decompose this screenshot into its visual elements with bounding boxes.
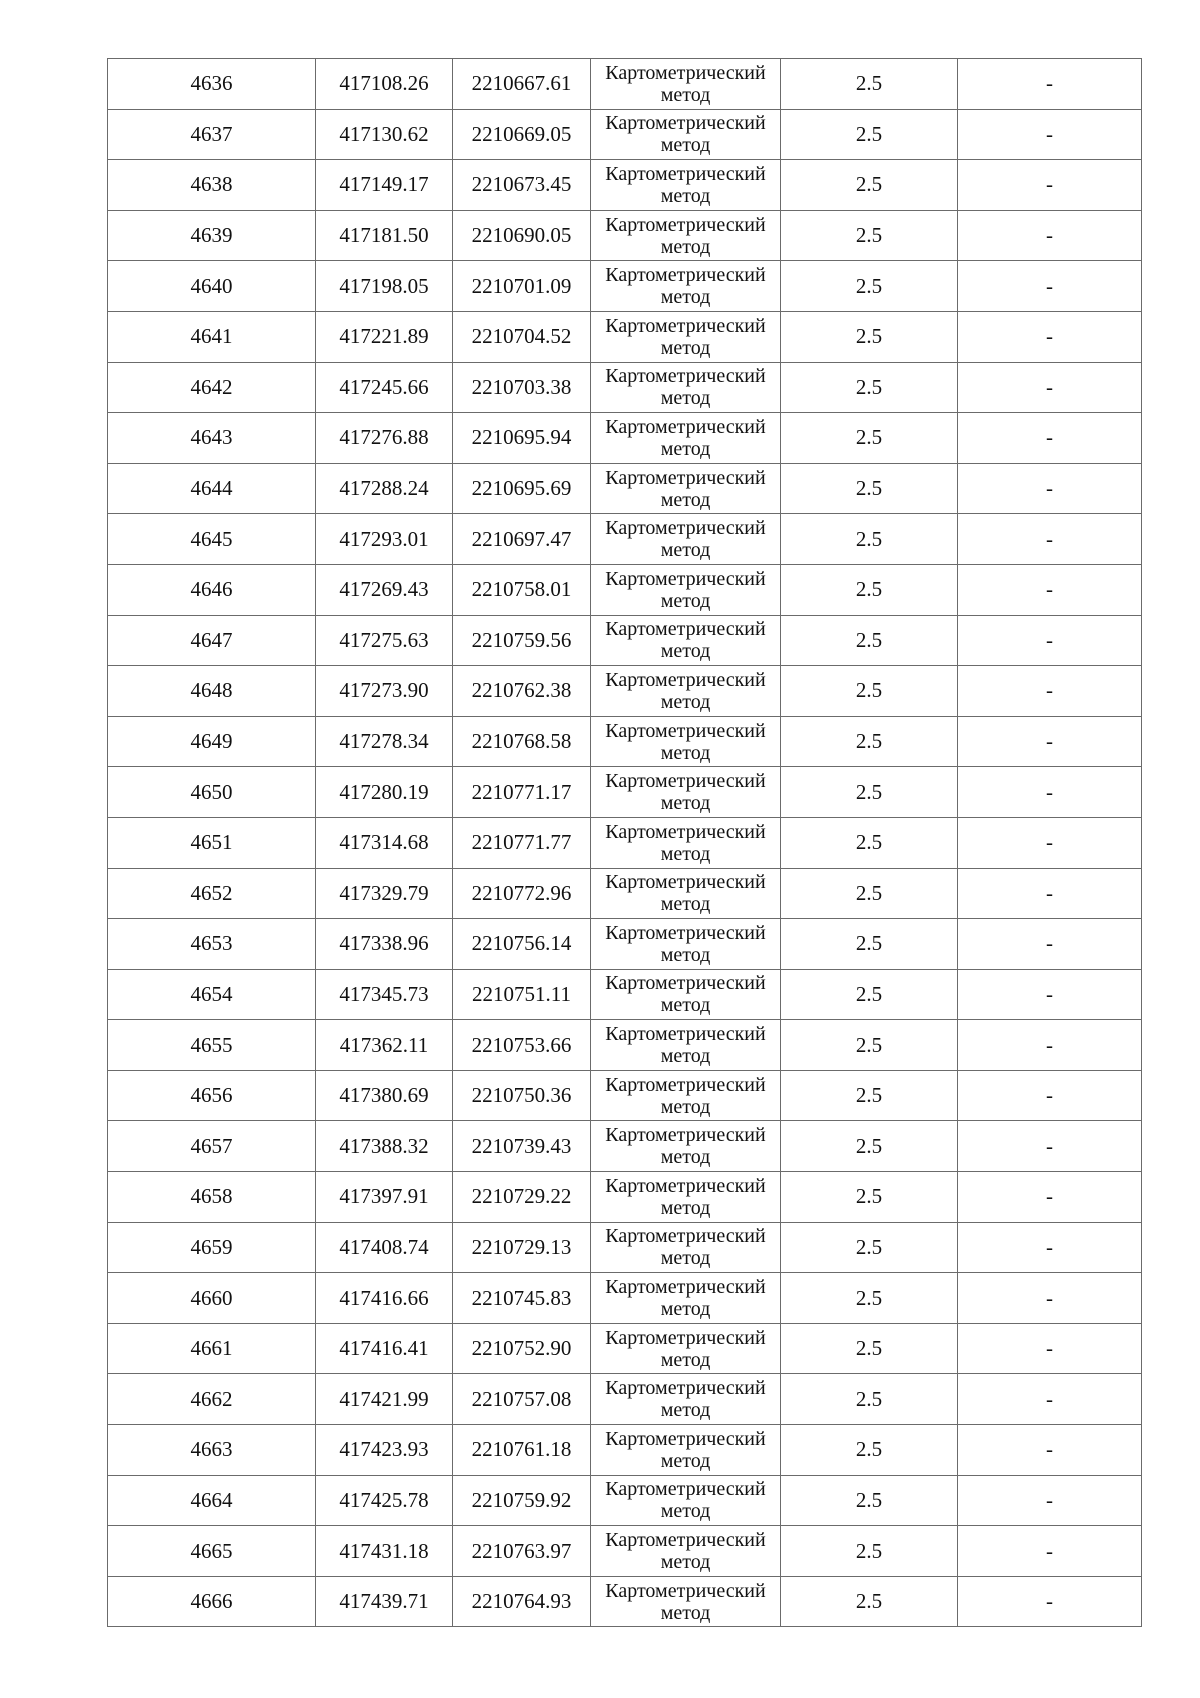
table-row [108, 615, 1142, 666]
point-number-cell: 4639 [108, 210, 316, 261]
x-coordinate-cell: 417280.19 [316, 767, 453, 818]
table-row [108, 1323, 1142, 1374]
method-line-2: метод [660, 1196, 711, 1219]
method-line-1: Картометрический [605, 466, 766, 489]
y-coordinate-cell: 2210667.61 [453, 59, 591, 110]
x-coordinate-cell: 417431.18 [316, 1526, 453, 1577]
table-row [108, 1273, 1142, 1324]
x-coordinate-cell: 417293.01 [316, 514, 453, 565]
y-coordinate-cell: 2210729.13 [453, 1222, 591, 1273]
point-number-cell: 4661 [108, 1323, 316, 1374]
note-cell: - [958, 817, 1142, 868]
note-cell: - [958, 615, 1142, 666]
y-coordinate-cell: 2210703.38 [453, 362, 591, 413]
point-number-cell: 4664 [108, 1475, 316, 1526]
accuracy-cell: 2.5 [781, 1576, 958, 1627]
note-cell: - [958, 514, 1142, 565]
accuracy-cell: 2.5 [781, 969, 958, 1020]
method-cell [591, 1576, 781, 1627]
method-line-2: метод [660, 83, 711, 106]
y-coordinate-cell: 2210753.66 [453, 1020, 591, 1071]
x-coordinate-cell: 417380.69 [316, 1070, 453, 1121]
method-cell [591, 1425, 781, 1476]
method-line-2: метод [660, 589, 711, 612]
point-number-cell: 4658 [108, 1172, 316, 1223]
x-coordinate-cell: 417439.71 [316, 1576, 453, 1627]
table-row [108, 1020, 1142, 1071]
x-coordinate-cell: 417362.11 [316, 1020, 453, 1071]
method-line-1: Картометрический [605, 1427, 766, 1450]
method-cell [591, 1273, 781, 1324]
method-line-2: метод [660, 1399, 711, 1422]
method-line-2: метод [660, 184, 711, 207]
point-number-cell: 4645 [108, 514, 316, 565]
coordinates-table-body [108, 59, 1142, 1627]
point-number-cell: 4660 [108, 1273, 316, 1324]
note-cell: - [958, 160, 1142, 211]
method-cell [591, 261, 781, 312]
method-line-1: Картометрический [605, 820, 766, 843]
method-cell [591, 716, 781, 767]
note-cell: - [958, 868, 1142, 919]
point-number-cell: 4651 [108, 817, 316, 868]
note-cell: - [958, 463, 1142, 514]
table-row [108, 1070, 1142, 1121]
note-cell: - [958, 1425, 1142, 1476]
note-cell: - [958, 1576, 1142, 1627]
method-line-1: Картометрический [605, 517, 766, 540]
table-row [108, 1425, 1142, 1476]
table-row [108, 1374, 1142, 1425]
y-coordinate-cell: 2210690.05 [453, 210, 591, 261]
point-number-cell: 4643 [108, 413, 316, 464]
table-row [108, 868, 1142, 919]
point-number-cell: 4646 [108, 564, 316, 615]
x-coordinate-cell: 417329.79 [316, 868, 453, 919]
y-coordinate-cell: 2210764.93 [453, 1576, 591, 1627]
accuracy-cell: 2.5 [781, 615, 958, 666]
table-row [108, 1475, 1142, 1526]
method-cell [591, 1526, 781, 1577]
x-coordinate-cell: 417416.41 [316, 1323, 453, 1374]
method-line-2: метод [660, 690, 711, 713]
method-cell [591, 1475, 781, 1526]
method-line-2: метод [660, 741, 711, 764]
accuracy-cell: 2.5 [781, 160, 958, 211]
note-cell: - [958, 716, 1142, 767]
accuracy-cell: 2.5 [781, 1273, 958, 1324]
method-line-2: метод [660, 792, 711, 815]
method-line-2: метод [660, 893, 711, 916]
method-line-1: Картометрический [605, 770, 766, 793]
table-row [108, 1526, 1142, 1577]
method-line-2: метод [660, 1449, 711, 1472]
table-row [108, 210, 1142, 261]
method-line-2: метод [660, 134, 711, 157]
y-coordinate-cell: 2210695.94 [453, 413, 591, 464]
accuracy-cell: 2.5 [781, 716, 958, 767]
method-line-1: Картометрический [605, 365, 766, 388]
point-number-cell: 4644 [108, 463, 316, 514]
point-number-cell: 4662 [108, 1374, 316, 1425]
point-number-cell: 4656 [108, 1070, 316, 1121]
method-cell [591, 817, 781, 868]
note-cell: - [958, 413, 1142, 464]
accuracy-cell: 2.5 [781, 1222, 958, 1273]
y-coordinate-cell: 2210768.58 [453, 716, 591, 767]
y-coordinate-cell: 2210772.96 [453, 868, 591, 919]
table-row [108, 1121, 1142, 1172]
method-line-1: Картометрический [605, 668, 766, 691]
x-coordinate-cell: 417276.88 [316, 413, 453, 464]
x-coordinate-cell: 417388.32 [316, 1121, 453, 1172]
y-coordinate-cell: 2210757.08 [453, 1374, 591, 1425]
accuracy-cell: 2.5 [781, 1172, 958, 1223]
table-row [108, 413, 1142, 464]
method-line-2: метод [660, 640, 711, 663]
note-cell: - [958, 59, 1142, 110]
accuracy-cell: 2.5 [781, 210, 958, 261]
point-number-cell: 4641 [108, 311, 316, 362]
note-cell: - [958, 767, 1142, 818]
point-number-cell: 4659 [108, 1222, 316, 1273]
method-line-2: метод [660, 994, 711, 1017]
note-cell: - [958, 1172, 1142, 1223]
accuracy-cell: 2.5 [781, 1526, 958, 1577]
method-line-2: метод [660, 1146, 711, 1169]
point-number-cell: 4648 [108, 666, 316, 717]
x-coordinate-cell: 417181.50 [316, 210, 453, 261]
y-coordinate-cell: 2210695.69 [453, 463, 591, 514]
method-line-1: Картометрический [605, 1225, 766, 1248]
note-cell: - [958, 564, 1142, 615]
method-cell [591, 564, 781, 615]
x-coordinate-cell: 417345.73 [316, 969, 453, 1020]
y-coordinate-cell: 2210701.09 [453, 261, 591, 312]
x-coordinate-cell: 417278.34 [316, 716, 453, 767]
note-cell: - [958, 1121, 1142, 1172]
method-line-1: Картометрический [605, 1529, 766, 1552]
y-coordinate-cell: 2210729.22 [453, 1172, 591, 1223]
method-cell [591, 969, 781, 1020]
method-line-1: Картометрический [605, 1174, 766, 1197]
table-row [108, 160, 1142, 211]
accuracy-cell: 2.5 [781, 514, 958, 565]
point-number-cell: 4653 [108, 919, 316, 970]
accuracy-cell: 2.5 [781, 413, 958, 464]
y-coordinate-cell: 2210759.92 [453, 1475, 591, 1526]
method-line-2: метод [660, 539, 711, 562]
y-coordinate-cell: 2210673.45 [453, 160, 591, 211]
table-row [108, 817, 1142, 868]
x-coordinate-cell: 417421.99 [316, 1374, 453, 1425]
method-line-1: Картометрический [605, 972, 766, 995]
method-line-2: метод [660, 1500, 711, 1523]
method-line-1: Картометрический [605, 112, 766, 135]
accuracy-cell: 2.5 [781, 868, 958, 919]
y-coordinate-cell: 2210759.56 [453, 615, 591, 666]
coordinates-table [107, 58, 1142, 1627]
note-cell: - [958, 919, 1142, 970]
accuracy-cell: 2.5 [781, 1121, 958, 1172]
x-coordinate-cell: 417130.62 [316, 109, 453, 160]
accuracy-cell: 2.5 [781, 1323, 958, 1374]
table-row [108, 716, 1142, 767]
accuracy-cell: 2.5 [781, 362, 958, 413]
method-cell [591, 109, 781, 160]
y-coordinate-cell: 2210763.97 [453, 1526, 591, 1577]
method-line-1: Картометрический [605, 1023, 766, 1046]
point-number-cell: 4636 [108, 59, 316, 110]
point-number-cell: 4640 [108, 261, 316, 312]
method-line-1: Картометрический [605, 1326, 766, 1349]
x-coordinate-cell: 417198.05 [316, 261, 453, 312]
y-coordinate-cell: 2210771.17 [453, 767, 591, 818]
method-line-2: метод [660, 336, 711, 359]
point-number-cell: 4649 [108, 716, 316, 767]
table-row [108, 362, 1142, 413]
accuracy-cell: 2.5 [781, 919, 958, 970]
method-line-2: метод [660, 286, 711, 309]
note-cell: - [958, 1020, 1142, 1071]
method-line-1: Картометрический [605, 921, 766, 944]
method-cell [591, 311, 781, 362]
accuracy-cell: 2.5 [781, 1475, 958, 1526]
note-cell: - [958, 1374, 1142, 1425]
method-cell [591, 59, 781, 110]
method-line-1: Картометрический [605, 264, 766, 287]
note-cell: - [958, 1070, 1142, 1121]
method-line-2: метод [660, 1298, 711, 1321]
accuracy-cell: 2.5 [781, 817, 958, 868]
table-row [108, 261, 1142, 312]
y-coordinate-cell: 2210669.05 [453, 109, 591, 160]
note-cell: - [958, 1222, 1142, 1273]
table-row [108, 463, 1142, 514]
accuracy-cell: 2.5 [781, 767, 958, 818]
note-cell: - [958, 969, 1142, 1020]
y-coordinate-cell: 2210751.11 [453, 969, 591, 1020]
method-line-1: Картометрический [605, 314, 766, 337]
y-coordinate-cell: 2210752.90 [453, 1323, 591, 1374]
method-line-1: Картометрический [605, 871, 766, 894]
accuracy-cell: 2.5 [781, 1020, 958, 1071]
method-cell [591, 362, 781, 413]
method-line-2: метод [660, 1551, 711, 1574]
method-cell [591, 1121, 781, 1172]
x-coordinate-cell: 417221.89 [316, 311, 453, 362]
table-row [108, 666, 1142, 717]
point-number-cell: 4647 [108, 615, 316, 666]
method-cell [591, 615, 781, 666]
method-line-2: метод [660, 1045, 711, 1068]
note-cell: - [958, 109, 1142, 160]
method-cell [591, 413, 781, 464]
y-coordinate-cell: 2210750.36 [453, 1070, 591, 1121]
x-coordinate-cell: 417273.90 [316, 666, 453, 717]
accuracy-cell: 2.5 [781, 1425, 958, 1476]
x-coordinate-cell: 417423.93 [316, 1425, 453, 1476]
method-cell [591, 514, 781, 565]
table-row [108, 767, 1142, 818]
method-line-2: метод [660, 488, 711, 511]
y-coordinate-cell: 2210761.18 [453, 1425, 591, 1476]
method-line-2: метод [660, 1348, 711, 1371]
accuracy-cell: 2.5 [781, 463, 958, 514]
note-cell: - [958, 311, 1142, 362]
x-coordinate-cell: 417149.17 [316, 160, 453, 211]
method-cell [591, 160, 781, 211]
x-coordinate-cell: 417338.96 [316, 919, 453, 970]
method-cell [591, 210, 781, 261]
table-row [108, 514, 1142, 565]
method-cell [591, 1374, 781, 1425]
table-row [108, 109, 1142, 160]
method-line-2: метод [660, 437, 711, 460]
table-row [108, 1222, 1142, 1273]
method-cell [591, 1020, 781, 1071]
note-cell: - [958, 210, 1142, 261]
method-line-1: Картометрический [605, 719, 766, 742]
note-cell: - [958, 666, 1142, 717]
table-row [108, 564, 1142, 615]
x-coordinate-cell: 417108.26 [316, 59, 453, 110]
x-coordinate-cell: 417408.74 [316, 1222, 453, 1273]
point-number-cell: 4637 [108, 109, 316, 160]
method-line-1: Картометрический [605, 415, 766, 438]
note-cell: - [958, 362, 1142, 413]
x-coordinate-cell: 417275.63 [316, 615, 453, 666]
point-number-cell: 4663 [108, 1425, 316, 1476]
method-cell [591, 767, 781, 818]
method-line-2: метод [660, 943, 711, 966]
method-cell [591, 1222, 781, 1273]
y-coordinate-cell: 2210704.52 [453, 311, 591, 362]
method-line-1: Картометрический [605, 1377, 766, 1400]
point-number-cell: 4654 [108, 969, 316, 1020]
point-number-cell: 4657 [108, 1121, 316, 1172]
method-line-1: Картометрический [605, 213, 766, 236]
method-line-1: Картометрический [605, 567, 766, 590]
method-line-1: Картометрический [605, 1579, 766, 1602]
note-cell: - [958, 1526, 1142, 1577]
x-coordinate-cell: 417288.24 [316, 463, 453, 514]
method-cell [591, 1323, 781, 1374]
table-row [108, 311, 1142, 362]
method-line-1: Картометрический [605, 1276, 766, 1299]
point-number-cell: 4655 [108, 1020, 316, 1071]
x-coordinate-cell: 417245.66 [316, 362, 453, 413]
x-coordinate-cell: 417397.91 [316, 1172, 453, 1223]
accuracy-cell: 2.5 [781, 564, 958, 615]
table-row [108, 59, 1142, 110]
x-coordinate-cell: 417269.43 [316, 564, 453, 615]
note-cell: - [958, 261, 1142, 312]
method-line-1: Картометрический [605, 1124, 766, 1147]
method-line-2: метод [660, 387, 711, 410]
method-line-1: Картометрический [605, 1478, 766, 1501]
y-coordinate-cell: 2210771.77 [453, 817, 591, 868]
table-row [108, 919, 1142, 970]
accuracy-cell: 2.5 [781, 261, 958, 312]
method-line-2: метод [660, 1247, 711, 1270]
point-number-cell: 4650 [108, 767, 316, 818]
method-cell [591, 463, 781, 514]
x-coordinate-cell: 417425.78 [316, 1475, 453, 1526]
point-number-cell: 4666 [108, 1576, 316, 1627]
accuracy-cell: 2.5 [781, 1070, 958, 1121]
method-line-2: метод [660, 842, 711, 865]
point-number-cell: 4652 [108, 868, 316, 919]
y-coordinate-cell: 2210697.47 [453, 514, 591, 565]
point-number-cell: 4665 [108, 1526, 316, 1577]
table-row [108, 969, 1142, 1020]
method-cell [591, 1172, 781, 1223]
method-cell [591, 919, 781, 970]
method-cell [591, 1070, 781, 1121]
y-coordinate-cell: 2210756.14 [453, 919, 591, 970]
y-coordinate-cell: 2210758.01 [453, 564, 591, 615]
note-cell: - [958, 1273, 1142, 1324]
table-row [108, 1576, 1142, 1627]
point-number-cell: 4638 [108, 160, 316, 211]
x-coordinate-cell: 417314.68 [316, 817, 453, 868]
table-row [108, 1172, 1142, 1223]
note-cell: - [958, 1475, 1142, 1526]
accuracy-cell: 2.5 [781, 311, 958, 362]
accuracy-cell: 2.5 [781, 109, 958, 160]
note-cell: - [958, 1323, 1142, 1374]
method-line-2: метод [660, 1095, 711, 1118]
accuracy-cell: 2.5 [781, 666, 958, 717]
method-line-2: метод [660, 235, 711, 258]
y-coordinate-cell: 2210745.83 [453, 1273, 591, 1324]
method-line-2: метод [660, 1601, 711, 1624]
method-line-1: Картометрический [605, 162, 766, 185]
method-cell [591, 868, 781, 919]
point-number-cell: 4642 [108, 362, 316, 413]
method-line-1: Картометрический [605, 1073, 766, 1096]
accuracy-cell: 2.5 [781, 59, 958, 110]
method-line-1: Картометрический [605, 618, 766, 641]
accuracy-cell: 2.5 [781, 1374, 958, 1425]
y-coordinate-cell: 2210762.38 [453, 666, 591, 717]
method-line-1: Картометрический [605, 61, 766, 84]
x-coordinate-cell: 417416.66 [316, 1273, 453, 1324]
y-coordinate-cell: 2210739.43 [453, 1121, 591, 1172]
method-cell [591, 666, 781, 717]
